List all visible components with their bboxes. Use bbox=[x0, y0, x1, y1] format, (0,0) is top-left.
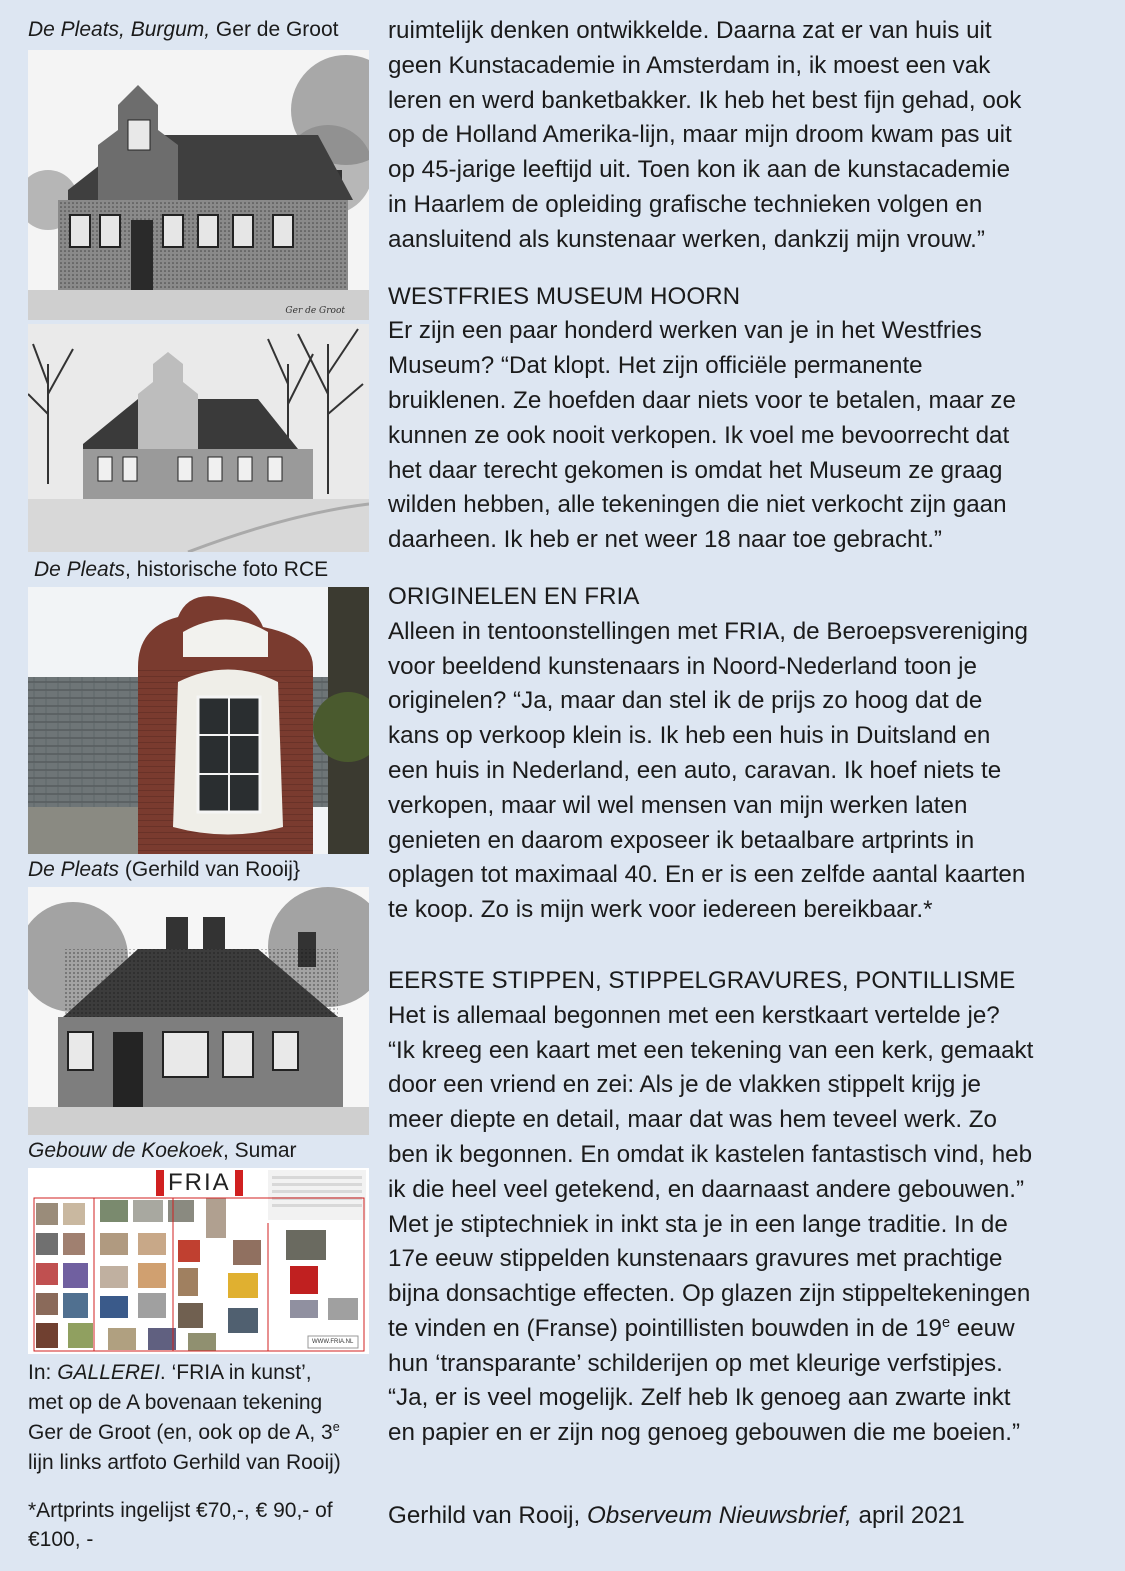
footnote-line-1: *Artprints ingelijst €70,-, € 90,- of bbox=[28, 1499, 333, 1522]
paragraph-line: verkopen, maar wil wel mensen van mijn werken laten bbox=[388, 791, 968, 819]
paragraph-line: 17e eeuw stippelden kunstenaars gravures met prachtige bbox=[388, 1245, 1003, 1273]
caption-5-title: . ‘FRIA in kunst’, bbox=[159, 1361, 312, 1384]
paragraph-line: op de Holland Amerika-lijn, maar mijn droom kwam pas uit bbox=[388, 121, 1012, 149]
paragraph-line: ben ik begonnen. En omdat ik kastelen fantastisch vind, heb bbox=[388, 1140, 1033, 1168]
signature-publication: Observeum Nieuwsbrief, bbox=[586, 1502, 852, 1529]
caption-3-text: (Gerhild van Rooij} bbox=[119, 858, 300, 881]
caption-2-text: , historische foto RCE bbox=[125, 558, 329, 581]
drawing-gebouw-de-koekoek bbox=[28, 887, 369, 1135]
signature-date: april 2021 bbox=[851, 1502, 965, 1529]
paragraph-line: Alleen in tentoonstellingen met FRIA, de Beroepsvereniging bbox=[388, 617, 1029, 645]
paragraph-line: bijna donsachtige effecten. Op glazen zijn stippeltekeningen bbox=[388, 1280, 1031, 1308]
drawing-de-pleats bbox=[28, 50, 369, 320]
heading-originelen-fria: ORIGINELEN EN FRIA bbox=[388, 582, 640, 610]
paragraph-line: voor beeldend kunstenaars in Noord-Nederland toon je bbox=[388, 652, 977, 680]
caption-4 bbox=[28, 1137, 373, 1165]
caption-1-italic: De Pleats, Burgum, bbox=[28, 18, 211, 41]
paragraph-line: geen Kunstacademie in Amsterdam in, ik moest een vak bbox=[388, 51, 991, 79]
paragraph-line: meer diepte en detail, maar dat was hem teveel werk. Zo bbox=[388, 1106, 998, 1134]
caption-3-italic: De Pleats bbox=[28, 858, 120, 881]
caption-4-text: , Sumar bbox=[222, 1139, 297, 1162]
heading-westfries-museum: WESTFRIES MUSEUM HOORN bbox=[388, 282, 741, 310]
artist-signature: Ger de Groot bbox=[285, 306, 345, 316]
paragraph-line: Met je stiptechniek in inkt sta je in een lange traditie. In de bbox=[388, 1210, 1008, 1238]
stippen-paragraph-end bbox=[388, 1347, 1108, 1451]
caption-1-text: Ger de Groot bbox=[210, 18, 339, 41]
intro-paragraph bbox=[388, 14, 1108, 258]
caption-4-italic: Gebouw de Koekoek bbox=[28, 1139, 223, 1162]
paragraph-line: kunnen ze ook nooit verkopen. Ik voel me bevoorrecht dat bbox=[388, 421, 1010, 449]
paragraph-line: het daar terecht gekomen is omdat het Museum ze graag bbox=[388, 456, 1003, 484]
westfries-paragraph bbox=[388, 314, 1108, 558]
caption-5-line-1 bbox=[28, 1358, 373, 1388]
fria-logo: FRIA bbox=[156, 1170, 243, 1196]
paragraph-line: en papier en er zijn nog genoeg gebouwen die me boeien.” bbox=[388, 1419, 1021, 1447]
sidebar bbox=[28, 16, 373, 1554]
paragraph-line: kans op verkoop klein is. Ik heb een huis in Duitsland en bbox=[388, 722, 991, 750]
caption-5-publication: GALLEREI bbox=[57, 1361, 160, 1384]
historical-photo-de-pleats bbox=[28, 324, 369, 552]
superscript: e bbox=[941, 1314, 951, 1331]
caption-2-italic: De Pleats bbox=[34, 558, 126, 581]
caption-5 bbox=[28, 1358, 373, 1478]
paragraph-line: een huis in Nederland, een auto, caravan. Ik hoef niets te bbox=[388, 756, 1002, 784]
paragraph-line: “Ik kreeg een kaart met een tekening van een kerk, gemaakt bbox=[388, 1036, 1034, 1064]
paragraph-line: Museum? “Dat klopt. Het zijn officiële permanente bbox=[388, 352, 923, 380]
line-text-end: eeuw bbox=[950, 1314, 1015, 1342]
paragraph-line: Er zijn een paar honderd werken van je in het Westfries bbox=[388, 317, 982, 345]
caption-5-line-2: met op de A bovenaan tekening bbox=[28, 1391, 323, 1414]
paragraph-line: door een vriend en zei: Als je de vlakken stippelt krijg je bbox=[388, 1071, 981, 1099]
paragraph-line: ruimtelijk denken ontwikkelde. Daarna zat er van huis uit bbox=[388, 17, 992, 44]
caption-5-superscript: e bbox=[332, 1420, 340, 1434]
paragraph-line: ik die heel veel getekend, en daarnaast andere gebouwen.” bbox=[388, 1175, 1025, 1203]
paragraph-line: genieten en daarom exposeer ik betaalbare artprints in bbox=[388, 826, 975, 854]
paragraph-line: bruiklenen. Ze hoefden daar niets voor te betalen, maar ze bbox=[388, 386, 1016, 414]
paragraph-line: op 45-jarige leeftijd uit. Toen kon ik aan de kunstacademie bbox=[388, 156, 1011, 184]
paragraph-line: “Ja, er is veel mogelijk. Zelf heb Ik genoeg aan zwarte inkt bbox=[388, 1384, 1011, 1412]
signature-author: Gerhild van Rooij, bbox=[388, 1502, 587, 1529]
paragraph-line: in Haarlem de opleiding grafische technieken volgen en bbox=[388, 190, 983, 218]
paragraph-line: Het is allemaal begonnen met een kerstkaart vertelde je? bbox=[388, 1001, 1000, 1029]
paragraph-line: originelen? “Ja, maar dan stel ik de prijs zo hoog dat de bbox=[388, 687, 983, 715]
fria-gallerei-collage bbox=[28, 1168, 369, 1354]
caption-5-line-4: lijn links artfoto Gerhild van Rooij) bbox=[28, 1451, 341, 1474]
paragraph-line bbox=[388, 1312, 1108, 1347]
footnote-line-2: €100, - bbox=[28, 1528, 94, 1551]
paragraph-line: oplagen tot maximaal 40. En er is een zelfde aantal kaarten bbox=[388, 861, 1026, 889]
article-signature bbox=[388, 1502, 965, 1530]
paragraph-line: daarheen. Ik heb er net weer 18 naar toe gebracht.” bbox=[388, 526, 942, 554]
line-text: te vinden en (Franse) pointillisten bouwden in de 19 bbox=[388, 1314, 942, 1342]
stippen-paragraph bbox=[388, 999, 1108, 1312]
fria-url: WWW.FRIA.NL bbox=[312, 1339, 354, 1345]
price-footnote bbox=[28, 1496, 373, 1554]
caption-1 bbox=[28, 16, 373, 46]
heading-eerste-stippen: EERSTE STIPPEN, STIPPELGRAVURES, PONTILLISME bbox=[388, 966, 1016, 994]
paragraph-line: wilden hebben, alle tekeningen die niet verkocht zijn gaan bbox=[388, 491, 1007, 519]
photo-gable-de-pleats bbox=[28, 587, 369, 854]
paragraph-line: hun ‘transparante’ schilderijen op met kleurige verfstipjes. bbox=[388, 1349, 1003, 1377]
paragraph-line: te koop. Zo is mijn werk voor iedereen bereikbaar.* bbox=[388, 896, 933, 924]
paragraph-line: leren en werd banketbakker. Ik heb het best fijn gehad, ook bbox=[388, 86, 1022, 114]
fria-paragraph bbox=[388, 615, 1108, 928]
caption-5-line-3-text: Ger de Groot (en, ook op de A, 3 bbox=[28, 1421, 333, 1444]
caption-3 bbox=[28, 856, 373, 884]
article-body bbox=[388, 14, 1108, 1451]
paragraph-line: aansluitend als kunstenaar werken, dankzij mijn vrouw.” bbox=[388, 225, 985, 253]
caption-2 bbox=[28, 556, 373, 584]
caption-5-prefix: In: bbox=[28, 1361, 58, 1384]
caption-5-line-3 bbox=[28, 1418, 373, 1448]
